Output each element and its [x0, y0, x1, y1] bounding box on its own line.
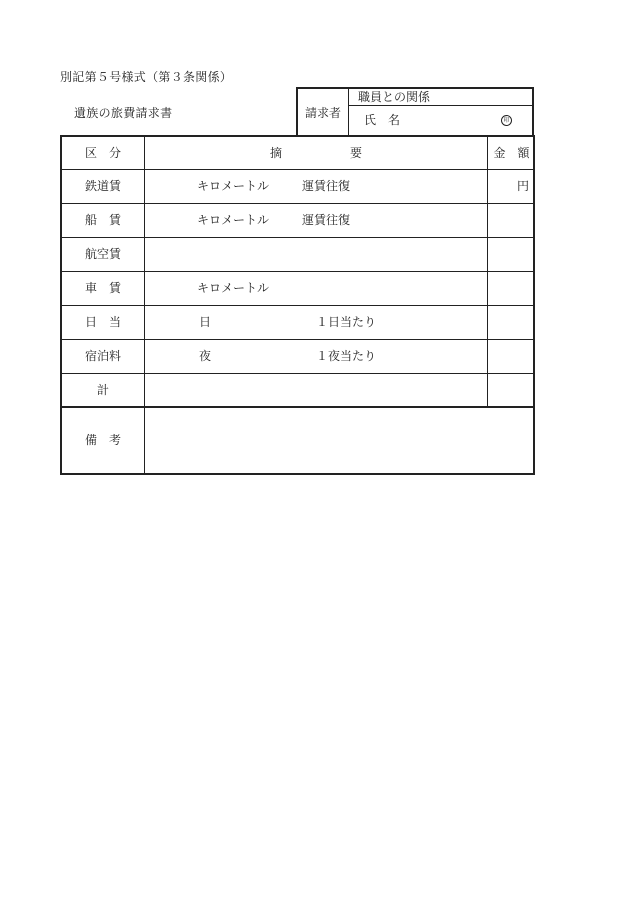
document-title: 遺族の旅費請求書 [74, 106, 173, 120]
row-note: 運賃往復 [302, 213, 351, 227]
expense-table [60, 135, 535, 475]
row-category: 車 賃 [84, 281, 121, 295]
claimant-box [296, 87, 534, 135]
header-summary-right: 要 [350, 146, 363, 160]
header-category: 区 分 [84, 146, 121, 160]
row-category: 日 当 [84, 315, 121, 329]
row-note: １夜当たり [316, 349, 377, 363]
row-unit: 日 [199, 315, 212, 329]
relation-label: 職員との関係 [358, 90, 431, 104]
row-amount[interactable]: 円 [516, 179, 529, 193]
header-summary-left: 摘 [270, 146, 283, 160]
row-unit: 夜 [199, 349, 212, 363]
row-category: 航空賃 [84, 247, 121, 261]
remarks-label: 備 考 [84, 433, 121, 447]
row-category: 計 [96, 383, 109, 397]
name-label: 氏 名 [364, 113, 401, 127]
row-note: 運賃往復 [302, 179, 351, 193]
row-unit: キロメートル [197, 213, 270, 227]
row-category: 宿泊料 [84, 349, 121, 363]
row-unit: キロメートル [197, 179, 270, 193]
claimant-label: 請求者 [298, 89, 349, 135]
relation-field[interactable] [348, 89, 532, 106]
header-amount: 金 額 [493, 146, 530, 160]
seal-icon: 印 [501, 115, 512, 126]
row-note: １日当たり [316, 315, 377, 329]
row-category: 船 賃 [84, 213, 121, 227]
row-category: 鉄道賃 [84, 179, 121, 193]
remarks-field[interactable] [145, 408, 533, 473]
form-number: 別記第５号様式（第３条関係） [60, 70, 233, 84]
name-field[interactable] [348, 106, 532, 135]
row-unit: キロメートル [197, 281, 270, 295]
